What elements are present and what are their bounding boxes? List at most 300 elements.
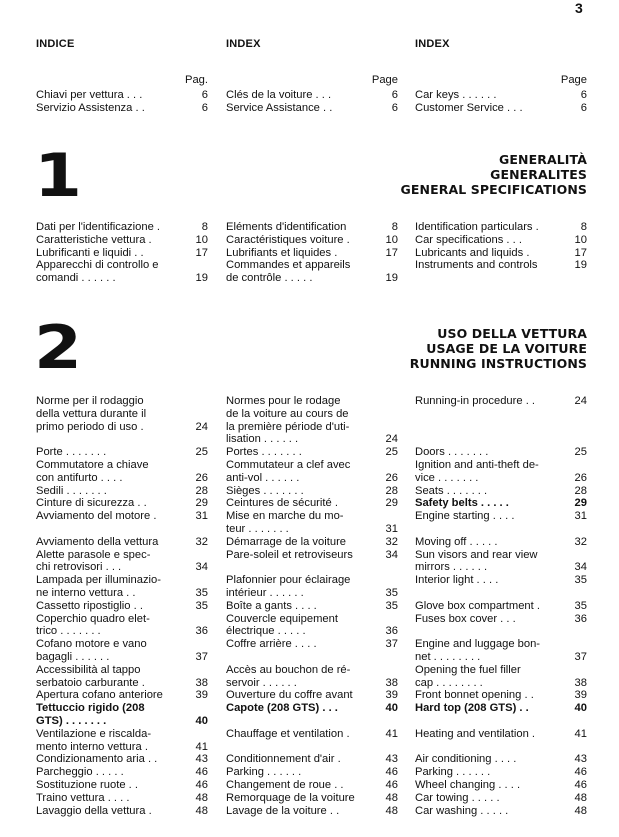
index-entry (415, 395, 587, 408)
index-entry (415, 766, 587, 779)
index-entry (415, 651, 587, 664)
entry-title: Alette parasole e spec- (36, 548, 151, 561)
entry-page: 36 (385, 625, 398, 638)
entry-page: 31 (195, 510, 208, 523)
index-entry (415, 587, 587, 600)
index-entry (36, 638, 208, 651)
section-1-list-en (415, 221, 587, 272)
entry-title: électrique . . . . . (226, 625, 306, 638)
index-entry (36, 766, 208, 779)
index-entry (36, 259, 208, 272)
entry-title: Engine starting . . . . (415, 510, 515, 523)
entry-title: Lubricants and liquids . (415, 246, 530, 259)
entry-page (380, 259, 398, 272)
entry-page: 46 (385, 778, 398, 791)
index-entry (36, 446, 208, 459)
entry-title: Fuses box cover . . . (415, 612, 516, 625)
entry-title: Norme per il rodaggio (36, 395, 144, 407)
index-entry (226, 395, 398, 408)
entry-page: 46 (195, 778, 208, 791)
index-entry (36, 472, 208, 485)
index-entry (226, 587, 398, 600)
entry-page: 25 (195, 446, 208, 459)
entry-page: 46 (574, 778, 587, 791)
index-entry (226, 741, 398, 754)
entry-title: Lavage de la voiture . . (226, 804, 340, 817)
index-entry (415, 102, 587, 115)
entry-page: 32 (195, 535, 208, 548)
index-entry (226, 625, 398, 638)
index-entry (415, 561, 587, 574)
index-entry (226, 421, 398, 434)
index-entry (415, 89, 587, 102)
section-1-list-it (36, 221, 208, 285)
index-entry (36, 421, 208, 434)
entry-page (190, 664, 208, 677)
entry-page: 24 (385, 433, 398, 446)
entry-title: ne interno vettura . . (36, 586, 136, 599)
entry-page (380, 613, 398, 626)
entry-title: lisation . . . . . . (226, 433, 299, 446)
entry-page: 6 (391, 89, 398, 101)
entry-page: 31 (385, 522, 398, 535)
index-entry (36, 805, 208, 818)
entry-page: 26 (195, 471, 208, 484)
entry-title: de contrôle . . . . . (226, 272, 313, 285)
entry-page: 29 (574, 497, 587, 510)
entry-page (190, 702, 208, 715)
index-entry (226, 766, 398, 779)
entry-title: anti-vol . . . . . . (226, 471, 300, 484)
entry-title: Traino vettura . . . . (36, 791, 130, 804)
index-entry (36, 234, 208, 247)
index-entry (226, 89, 398, 102)
section-2-list-it (36, 395, 208, 817)
entry-page (569, 664, 587, 677)
index-entry (415, 485, 587, 498)
entry-page: 10 (195, 233, 208, 246)
entry-title: Avviamento del motore . (36, 510, 157, 523)
index-entry (36, 561, 208, 574)
entry-title: Normes pour le rodage (226, 395, 341, 407)
entry-page: 34 (574, 561, 587, 574)
entry-page: 40 (574, 702, 587, 715)
entry-page: 24 (195, 420, 208, 433)
entry-page: 43 (574, 753, 587, 766)
index-entry (226, 779, 398, 792)
entry-title: Lubrifiants et liquides . (226, 246, 338, 259)
page-label-en: Page (560, 74, 587, 86)
entry-title: Running-in procedure . . (415, 395, 536, 407)
page-number: 3 (575, 0, 583, 16)
entry-title: Condizionamento aria . . (36, 753, 158, 766)
entry-title: Cassetto ripostiglio . . (36, 599, 143, 612)
entry-page: 38 (385, 676, 398, 689)
entry-title: Ceintures de sécurité . (226, 497, 338, 510)
entry-page: 37 (574, 650, 587, 663)
entry-title: Portes . . . . . . . (226, 446, 302, 459)
index-entry (415, 523, 587, 536)
entry-page: 43 (385, 753, 398, 766)
index-entry (226, 753, 398, 766)
entry-page: 40 (385, 702, 398, 715)
section-1-titles (401, 152, 587, 197)
entry-title: serbatoio carburante . (36, 676, 145, 689)
entry-title: Mise en marche du mo- (226, 510, 344, 523)
entry-page: 6 (580, 89, 587, 101)
index-entry (415, 613, 587, 626)
entry-page: 19 (574, 259, 587, 272)
index-entry (415, 497, 587, 510)
entry-page: 19 (195, 272, 208, 285)
entry-page: 37 (195, 650, 208, 663)
index-entry (226, 715, 398, 728)
index-entry (415, 728, 587, 741)
index-entry (36, 549, 208, 562)
entry-title: Tettuccio rigido (208 (36, 702, 145, 715)
index-entry (226, 561, 398, 574)
index-entry (36, 741, 208, 754)
entry-title: Cinture di sicurezza . . (36, 497, 147, 510)
index-entry (415, 472, 587, 485)
entry-title: Engine and luggage bon- (415, 638, 541, 651)
page-label-fr: Page (371, 74, 398, 86)
top-list-fr (226, 89, 398, 115)
entry-title: Porte . . . . . . . (36, 446, 107, 459)
entry-page (569, 638, 587, 651)
index-entry (415, 247, 587, 260)
entry-page: 6 (580, 101, 587, 114)
entry-page: 6 (201, 101, 208, 114)
entry-page (380, 459, 398, 472)
entry-page: 29 (195, 497, 208, 510)
entry-page (190, 574, 208, 587)
index-entry (36, 613, 208, 626)
entry-title: Wheel changing . . . . (415, 778, 521, 791)
entry-title: servoir . . . . . . (226, 676, 297, 689)
entry-page: 10 (385, 233, 398, 246)
entry-title: Ventilazione e riscalda- (36, 727, 152, 740)
index-entry (226, 433, 398, 446)
section-2-number: 2 (34, 313, 83, 383)
entry-page (380, 664, 398, 677)
entry-title: Lubrificanti e liquidi . . (36, 246, 144, 259)
entry-page (569, 549, 587, 562)
index-entry (36, 792, 208, 805)
index-entry (36, 753, 208, 766)
header-fr: INDEX (226, 38, 261, 50)
entry-page: 48 (574, 804, 587, 817)
section-1-title-en: GENERAL SPECIFICATIONS (400, 182, 587, 197)
entry-title: GTS) . . . . . . . (36, 714, 107, 727)
entry-title: de la voiture au cours de (226, 407, 349, 420)
entry-title: Coperchio quadro elet- (36, 612, 150, 625)
entry-page (190, 459, 208, 472)
entry-title: Caratteristiche vettura . (36, 233, 152, 246)
index-entry (226, 574, 398, 587)
entry-page: 8 (580, 221, 587, 233)
entry-title: Eléments d'identification (226, 221, 347, 233)
index-entry (226, 536, 398, 549)
entry-title: la première période d'uti- (226, 420, 350, 433)
entry-page: 26 (385, 471, 398, 484)
entry-page (380, 510, 398, 523)
entry-title: Lampada per illuminazio- (36, 574, 161, 587)
section-2-list-fr (226, 395, 398, 817)
index-entry (36, 433, 208, 446)
entry-page: 40 (195, 714, 208, 727)
entry-title: Car towing . . . . . (415, 791, 500, 804)
entry-title: Air conditioning . . . . (415, 753, 517, 766)
entry-title: Commutatore a chiave (36, 458, 149, 471)
header-en: INDEX (415, 38, 450, 50)
entry-title: Coffre arrière . . . . (226, 638, 317, 651)
entry-page: 17 (385, 246, 398, 259)
entry-page: 41 (195, 740, 208, 753)
entry-page: 19 (385, 272, 398, 285)
entry-page: 34 (385, 548, 398, 561)
entry-title: Changement de roue . . (226, 778, 344, 791)
entry-page: 35 (195, 599, 208, 612)
index-entry (36, 485, 208, 498)
index-entry (36, 272, 208, 285)
index-entry (226, 408, 398, 421)
index-entry (226, 792, 398, 805)
index-entry (36, 221, 208, 234)
section-2-titles (410, 326, 587, 371)
entry-page (380, 421, 398, 434)
entry-title: Doors . . . . . . . (415, 446, 489, 459)
entry-page: 6 (201, 89, 208, 101)
index-entry (226, 689, 398, 702)
entry-title: Hard top (208 GTS) . . (415, 702, 529, 715)
entry-page: 25 (574, 446, 587, 459)
entry-page (190, 638, 208, 651)
index-entry (415, 536, 587, 549)
entry-page (190, 728, 208, 741)
entry-page: 32 (574, 535, 587, 548)
entry-page: 34 (195, 561, 208, 574)
index-entry (36, 510, 208, 523)
entry-page: 28 (385, 484, 398, 497)
index-entry (415, 408, 587, 421)
entry-title: comandi . . . . . . (36, 272, 116, 285)
index-entry (415, 689, 587, 702)
entry-page (190, 408, 208, 421)
index-entry (415, 574, 587, 587)
entry-title: Seats . . . . . . . (415, 484, 488, 497)
entry-title: mento interno vettura . (36, 740, 148, 753)
entry-title: Remorquage de la voiture (226, 791, 355, 804)
section-1-title-it: GENERALITÀ (499, 152, 587, 167)
section-1-number: 1 (34, 141, 83, 211)
index-entry (226, 549, 398, 562)
section-2-title-it: USO DELLA VETTURA (437, 326, 587, 341)
entry-title: Sedili . . . . . . . (36, 484, 107, 497)
entry-title: Caractéristiques voiture . (226, 233, 350, 246)
entry-page: 31 (574, 510, 587, 523)
index-entry (226, 259, 398, 272)
entry-page: 48 (385, 791, 398, 804)
entry-title: Interior light . . . . (415, 574, 499, 587)
entry-title: Car keys . . . . . . (415, 89, 497, 101)
index-entry (226, 247, 398, 260)
entry-title: Couvercle equipement (226, 612, 338, 625)
entry-page: 41 (574, 727, 587, 740)
entry-title: Front bonnet opening . . (415, 689, 534, 702)
index-entry (36, 715, 208, 728)
index-entry (226, 651, 398, 664)
entry-title: con antifurto . . . . (36, 471, 123, 484)
index-entry (226, 805, 398, 818)
index-entry (415, 702, 587, 715)
entry-page: 38 (574, 676, 587, 689)
index-entry (415, 549, 587, 562)
entry-page: 28 (574, 484, 587, 497)
index-entry (36, 587, 208, 600)
index-entry (415, 741, 587, 754)
index-entry (226, 221, 398, 234)
entry-title: intérieur . . . . . . (226, 586, 304, 599)
entry-title: Parking . . . . . . (226, 766, 302, 779)
entry-page: 25 (385, 446, 398, 459)
index-entry (415, 779, 587, 792)
entry-page (380, 395, 398, 408)
index-entry (226, 234, 398, 247)
entry-page: 43 (195, 753, 208, 766)
entry-title: Instruments and controls (415, 259, 538, 272)
section-2-title-en: RUNNING INSTRUCTIONS (409, 356, 587, 371)
entry-title: Plafonnier pour éclairage (226, 574, 351, 587)
entry-page: 28 (195, 484, 208, 497)
index-entry (226, 497, 398, 510)
entry-page: 46 (574, 766, 587, 779)
entry-page: 46 (195, 766, 208, 779)
index-entry (415, 664, 587, 677)
index-entry (36, 497, 208, 510)
entry-title: Accès au bouchon de ré- (226, 663, 351, 676)
index-entry (415, 805, 587, 818)
section-1-title-fr: GENERALITES (490, 167, 587, 182)
entry-page: 17 (195, 246, 208, 259)
entry-title: Sun visors and rear view (415, 548, 538, 561)
index-entry (415, 715, 587, 728)
index-entry (226, 613, 398, 626)
entry-title: Apparecchi di controllo e (36, 259, 159, 272)
entry-page: 39 (195, 689, 208, 702)
entry-page: 35 (385, 599, 398, 612)
index-entry (36, 677, 208, 690)
entry-title: della vettura durante il (36, 407, 147, 420)
entry-page (190, 259, 208, 272)
entry-title: Dati per l'identificazione . (36, 221, 161, 233)
entry-title: Capote (208 GTS) . . . (226, 702, 338, 715)
entry-title: Commandes et appareils (226, 259, 351, 272)
entry-title: Cofano motore e vano (36, 638, 147, 651)
entry-title: Car specifications . . . (415, 233, 522, 246)
entry-title: Accessibilità al tappo (36, 663, 141, 676)
entry-title: Safety belts . . . . . (415, 497, 509, 510)
entry-title: Servizio Assistenza . . (36, 101, 145, 114)
entry-page: 39 (574, 689, 587, 702)
entry-page: 35 (574, 599, 587, 612)
index-entry (415, 510, 587, 523)
entry-page: 35 (574, 574, 587, 587)
index-entry (226, 638, 398, 651)
top-list-en (415, 89, 587, 115)
entry-page: 48 (574, 791, 587, 804)
entry-title: Service Assistance . . (226, 101, 333, 114)
index-entry (36, 536, 208, 549)
entry-page (190, 395, 208, 408)
entry-title: Glove box compartment . (415, 599, 540, 612)
entry-page: 8 (391, 221, 398, 233)
index-entry (226, 102, 398, 115)
entry-page: 32 (385, 535, 398, 548)
entry-title: Sièges . . . . . . . (226, 484, 304, 497)
entry-title: mirrors . . . . . . (415, 561, 488, 574)
entry-page: 35 (195, 586, 208, 599)
entry-title: trico . . . . . . . (36, 625, 101, 638)
entry-title: Clés de la voiture . . . (226, 89, 332, 101)
index-entry (415, 221, 587, 234)
entry-page: 6 (391, 101, 398, 114)
entry-title: Ignition and anti-theft de- (415, 458, 539, 471)
index-entry (415, 259, 587, 272)
index-entry (415, 638, 587, 651)
index-entry (36, 779, 208, 792)
entry-title: bagagli . . . . . . (36, 650, 110, 663)
entry-page: 24 (574, 395, 587, 407)
index-entry (415, 433, 587, 446)
entry-title: chi retrovisori . . . (36, 561, 122, 574)
section-2-list-en (415, 395, 587, 817)
header-it: INDICE (36, 38, 75, 50)
entry-title: Chiavi per vettura . . . (36, 89, 143, 101)
index-entry (226, 485, 398, 498)
index-entry (226, 702, 398, 715)
index-entry (36, 395, 208, 408)
entry-title: Parking . . . . . . (415, 766, 491, 779)
entry-title: Heating and ventilation . (415, 727, 536, 740)
entry-title: Démarrage de la voiture (226, 535, 347, 548)
entry-page (380, 408, 398, 421)
index-entry (415, 625, 587, 638)
entry-title: cap . . . . . . . . (415, 676, 483, 689)
index-entry (36, 664, 208, 677)
entry-title: Lavaggio della vettura . (36, 804, 152, 817)
entry-title: Parcheggio . . . . . (36, 766, 124, 779)
entry-page: 48 (195, 791, 208, 804)
index-entry (36, 89, 208, 102)
entry-title: Ouverture du coffre avant (226, 689, 353, 702)
entry-title: Pare-soleil et retroviseurs (226, 548, 353, 561)
entry-title: teur . . . . . . . (226, 522, 289, 535)
entry-title: Avviamento della vettura (36, 535, 159, 548)
index-entry (415, 459, 587, 472)
entry-title: Chauffage et ventilation . (226, 727, 350, 740)
index-entry (415, 600, 587, 613)
index-entry (36, 651, 208, 664)
top-list-it (36, 89, 208, 115)
entry-page: 35 (385, 586, 398, 599)
entry-title: Car washing . . . . . (415, 804, 509, 817)
index-entry (226, 523, 398, 536)
index-entry (226, 446, 398, 459)
entry-page: 8 (201, 221, 208, 233)
index-entry (36, 247, 208, 260)
entry-title: Commutateur a clef avec (226, 458, 351, 471)
